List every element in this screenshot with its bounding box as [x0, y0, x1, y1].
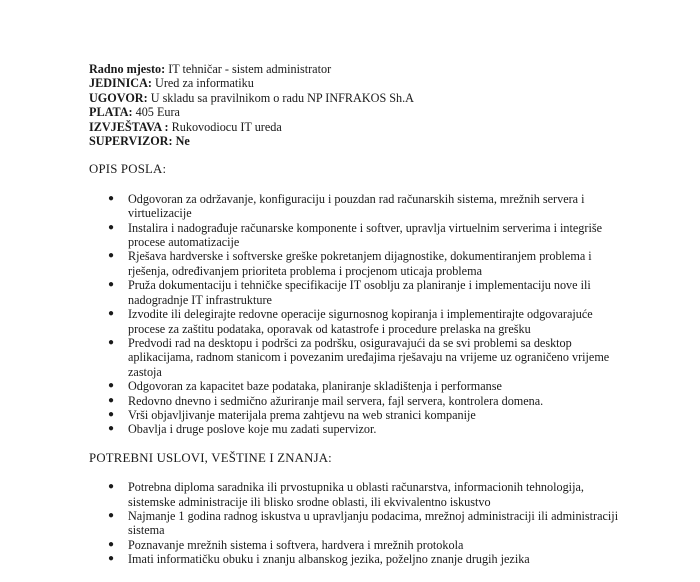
meta-job-title: Radno mjesto: IT tehničar - sistem administrator [89, 62, 332, 76]
list-item: ● Pruža dokumentaciju i tehničke specifikacije IT osoblju za planiranje i implementaciju nove ili nadogradnje IT infrastrukture [108, 278, 591, 307]
list-item: ● Odgovoran za održavanje, konfiguraciju i pouzdan rad računarskih sistema, mrežnih servera i virtuelizacije [108, 191, 585, 221]
list-item: ● Obavlja i druge poslove koje mu zadati supervizor. [108, 422, 377, 437]
list-item: ● Odgovoran za kapacitet baze podataka, planiranje skladištenja i performanse [108, 379, 502, 394]
section-title-job-description: OPIS POSLA: [89, 162, 167, 177]
bullet-icon: ● [108, 336, 115, 348]
meta-unit: JEDINICA: Ured za informatiku [89, 76, 254, 91]
job-description-list [89, 192, 660, 437]
list-item: ● Rješava hardverske i softverske greške pokretanjem dijagnostike, dokumentiranjem problema i rješenja, određivanjem prioriteta problema i procjenom uticaja problema [108, 249, 592, 278]
list-item: ● Poznavanje mrežnih sistema i softvera, hardvera i mrežnih protokola [108, 537, 464, 552]
bullet-icon: ● [108, 509, 115, 521]
job-meta [89, 62, 660, 148]
bullet-icon: ● [108, 221, 115, 233]
bullet-icon: ● [108, 250, 115, 262]
list-item: ● Potrebna diploma saradnika ili prvostupnika u oblasti računarstva, informacionih tehnologija, sistemske administracije ili blisko srodne oblasti, ili ekvivalentno iskustvo [108, 480, 584, 509]
bullet-icon: ● [108, 279, 115, 291]
bullet-icon: ● [108, 380, 115, 392]
meta-reports-to: IZVJEŠTAVA : Rukovodiocu IT ureda [89, 119, 282, 134]
list-item: ● Redovno dnevno i sedmično ažuriranje mail servera, fajl servera, kontrolera domena. [108, 393, 544, 408]
list-item: ● Izvodite ili delegirajte redovne operacije sigurnosnog kopiranja i implementirajte odgovarajuće procese za zaštitu podataka, oporavak od katastrofe i procedure prelaska na grešku [108, 307, 593, 336]
requirements-list [89, 480, 660, 566]
list-item: ● Vrši objavljivanje materijala prema zahtjevu na web stranici kompanije [108, 407, 476, 422]
bullet-icon: ● [108, 553, 115, 565]
list-item: ● Predvodi rad na desktopu i podršci za podršku, osiguravajući da se svi problemi sa desktop aplikacijama, radnom stanicom i povezanim uređajima rješavaju na vrijeme uz ograničeno vrijeme zastoja [108, 335, 610, 379]
meta-supervisor: SUPERVIZOR: Ne [89, 134, 190, 149]
bullet-icon: ● [108, 394, 115, 406]
list-item: ● Najmanje 1 godina radnog iskustva u upravljanju podacima, mrežnoj administraciji ili administraciji sistema [108, 508, 619, 538]
bullet-icon: ● [108, 192, 115, 204]
bullet-icon: ● [108, 538, 115, 550]
bullet-icon: ● [108, 423, 115, 435]
meta-contract: UGOVOR: U skladu sa pravilnikom o radu NP INFRAKOS Sh.A [89, 90, 414, 105]
bullet-icon: ● [108, 408, 115, 420]
bullet-icon: ● [108, 481, 115, 493]
list-item: ● Instalira i nadograđuje računarske komponente i softver, upravlja virtuelnim serverima i integriše procese automatizacije [108, 220, 602, 250]
bullet-icon: ● [108, 308, 115, 320]
list-item: ● Imati informatičku obuku i znanju albanskog jezika, poželjno znanje drugih jezika [108, 552, 530, 567]
section-title-requirements: POTREBNI USLOVI, VEŠTINE I ZNANJA: [89, 450, 332, 465]
meta-salary: PLATA: 405 Eura [89, 105, 180, 120]
